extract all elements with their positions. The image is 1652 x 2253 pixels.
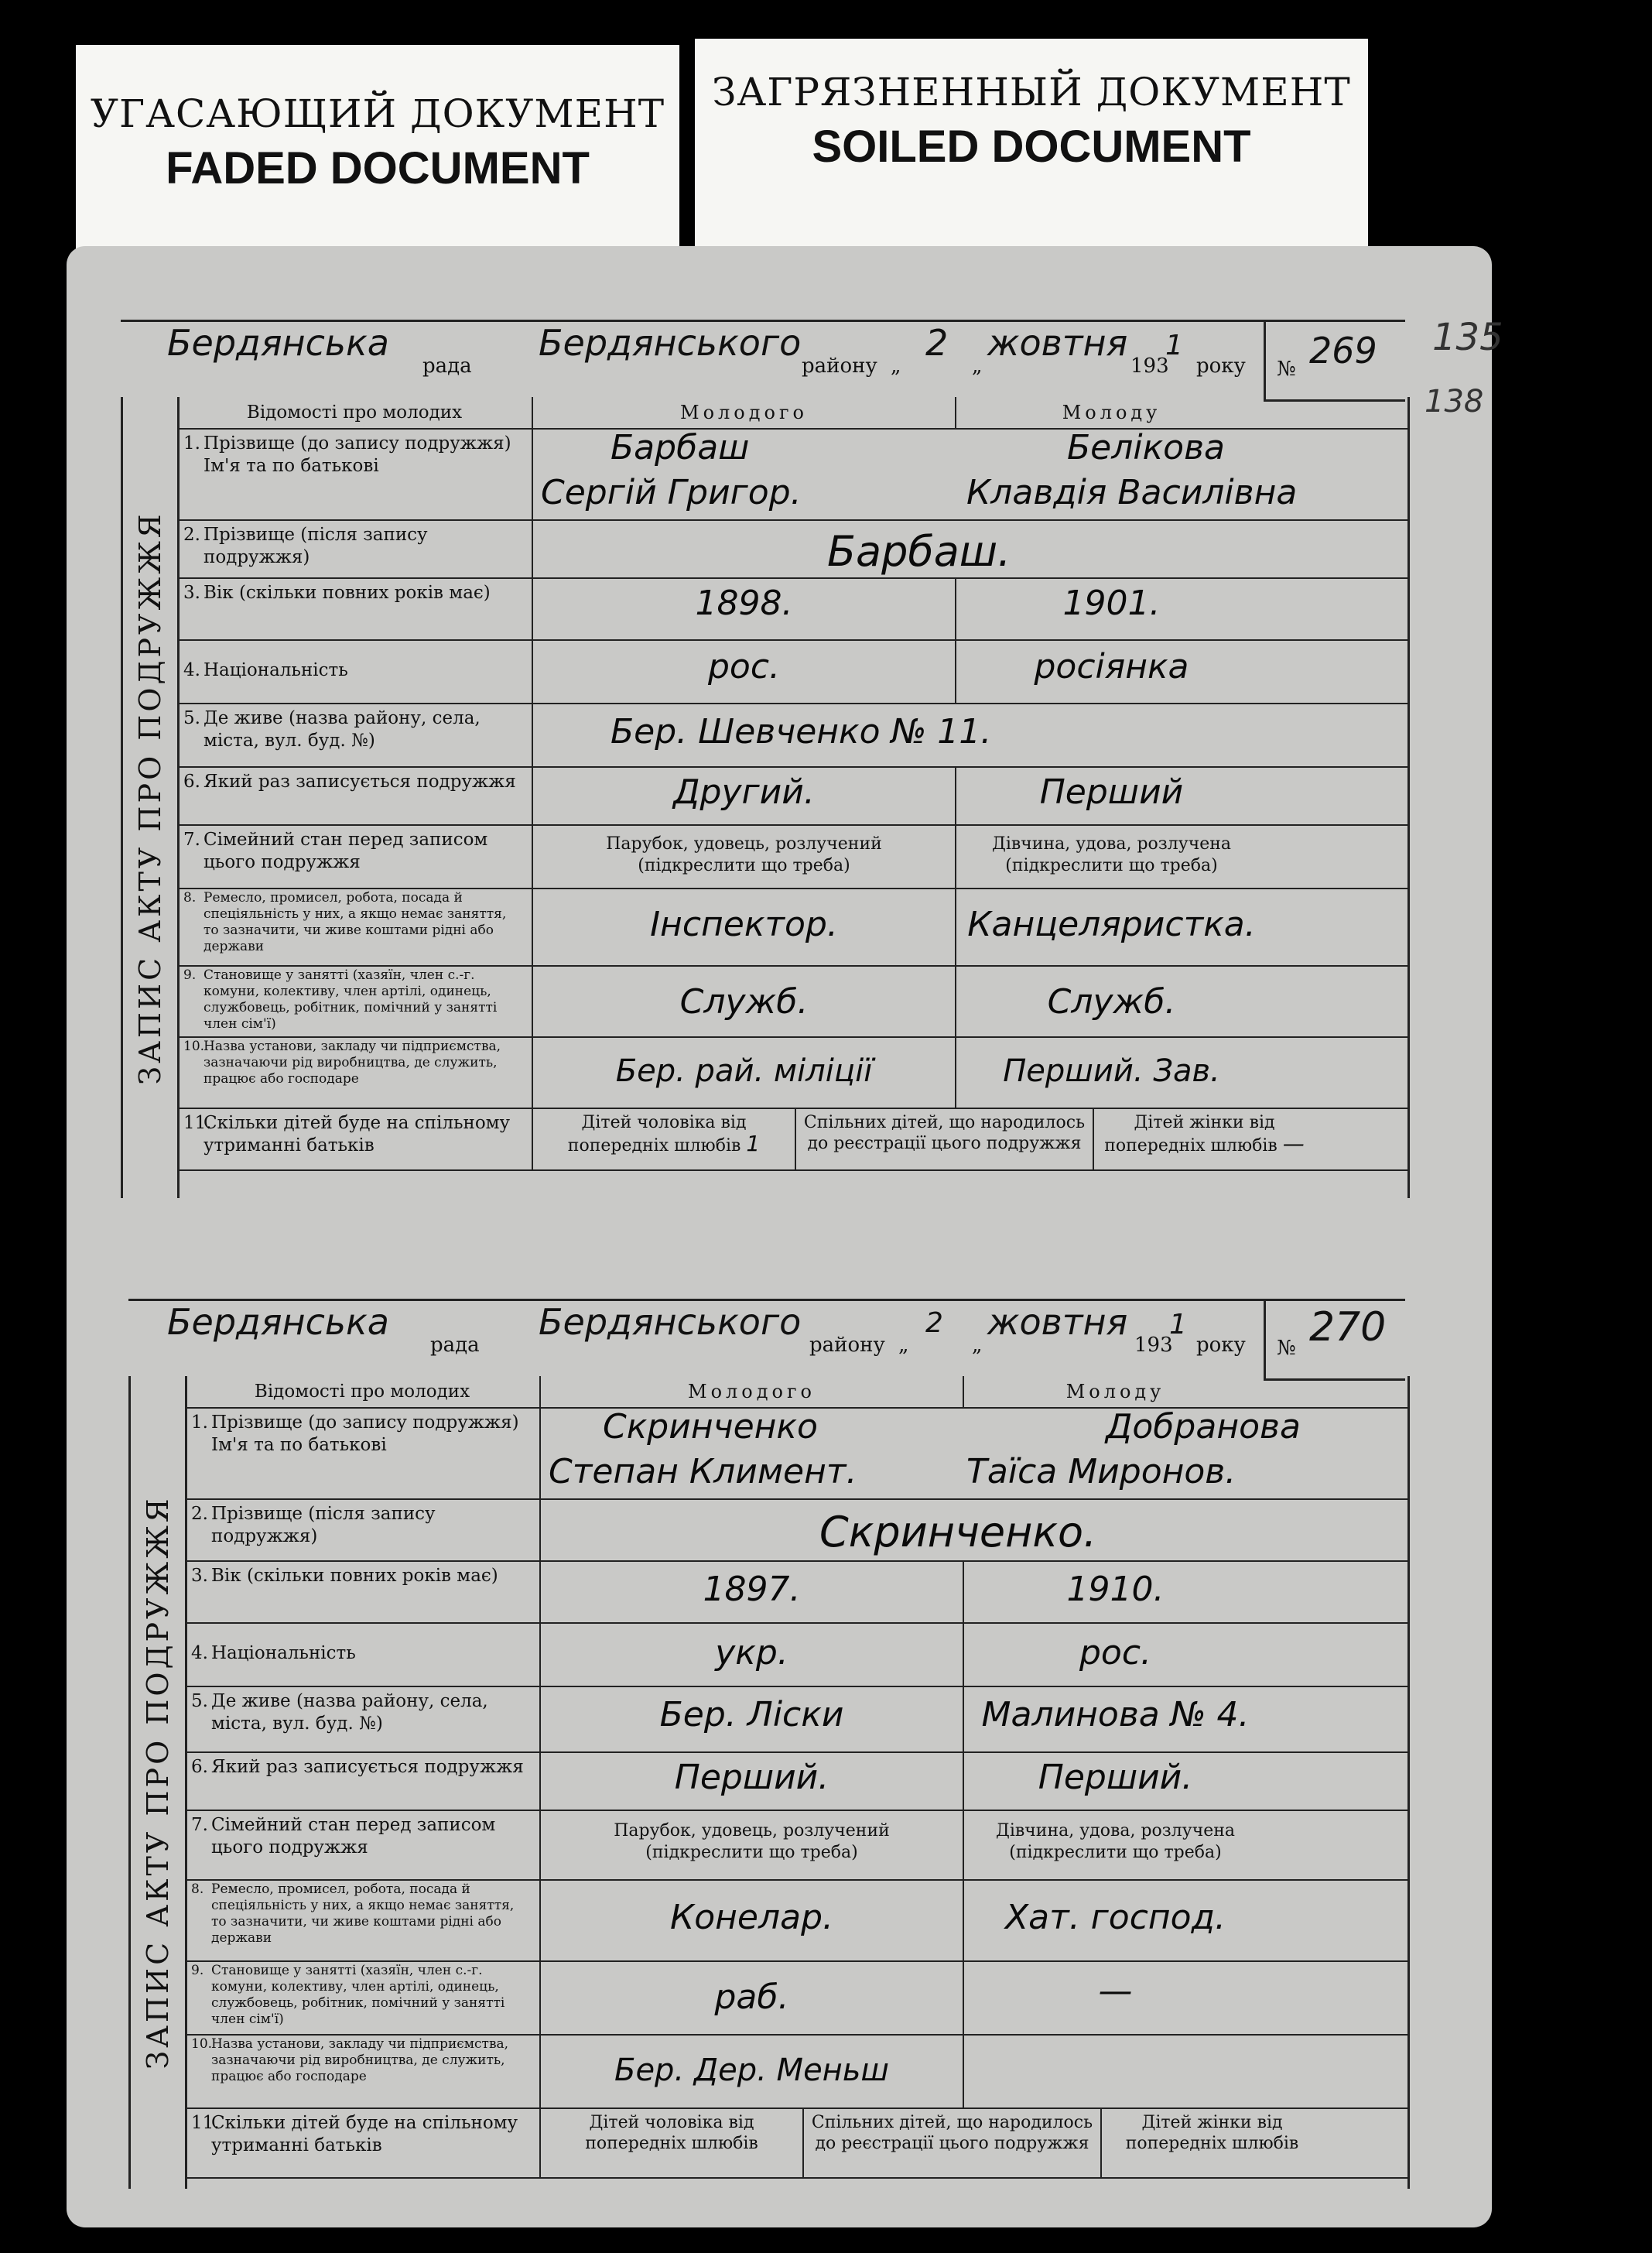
bride-surname: Белікова bbox=[1067, 428, 1225, 467]
roku-label: року bbox=[1196, 1334, 1246, 1357]
r5-label: Де живе (назва району, села, міста, вул. буд. №) bbox=[204, 708, 481, 751]
document-sheet bbox=[67, 246, 1503, 2227]
council-name: Бердянська bbox=[167, 322, 389, 364]
col-bride: Молоду bbox=[1062, 402, 1161, 423]
row-age: 3. Вік (скільки повних років має) 1898. 1901. bbox=[177, 577, 1407, 641]
sidebar-title bbox=[131, 1376, 187, 2189]
col-groom: Молодого bbox=[688, 1381, 816, 1402]
residence: Бер. Шевченко № 11. bbox=[611, 712, 992, 752]
row-residence: 5. Де живе (назва району, села, міста, вул. буд. №) Бер. Ліски Малинова № 4. bbox=[185, 1686, 1407, 1753]
groom-nationality: укр. bbox=[715, 1633, 788, 1673]
row-marital-status: 7. Сімейний стан перед записом цього подружжя Парубок, удовець, розлучений (підкреслити що треба) Дівчина, удова, розлучена (підкреслити що треба) bbox=[185, 1810, 1407, 1881]
month: жовтня bbox=[987, 322, 1128, 364]
day: 2 bbox=[925, 322, 949, 364]
marriage-record-269 bbox=[121, 316, 1503, 1198]
r4-label: Національність bbox=[204, 660, 348, 680]
col-bride: Молоду bbox=[1065, 1381, 1165, 1402]
number-sign: № bbox=[1277, 358, 1296, 381]
groom-surname: Барбаш bbox=[611, 428, 750, 467]
children-groom-label: Дітей чоловіка від попередніх шлюбів bbox=[567, 1113, 747, 1156]
r5-label: Де живе (назва району, села, міста, вул. буд. №) bbox=[211, 1691, 488, 1734]
bride-status: Служб. bbox=[1047, 982, 1176, 1022]
district-name: Бердянського bbox=[539, 322, 802, 364]
children-groom: 1 bbox=[746, 1131, 761, 1156]
record-table bbox=[128, 1376, 1410, 2189]
row-employment-status: 9. Становище у занятті (хазяїн, член с.-г. комуни, колективу, член артілі, одинець, службовець, робітник, помічний у занятті член сім'ї) Служб. Служб. bbox=[177, 965, 1407, 1038]
soiled-label-en: SOILED DOCUMENT bbox=[812, 122, 1251, 172]
row-children: 11. Скільки дітей буде на спільному утриманні батьків Дітей чоловіка від попередніх шлюбів 1 Спільних дітей, що народилось до реєстрації цього подружжя Дітей жінки від попередніх шлюбів — bbox=[177, 1108, 1407, 1171]
row-surname-after: 2. Прізвище (після запису подружжя) Барбаш. bbox=[177, 519, 1407, 579]
r7-label: Сімейний стан перед записом цього подружжя bbox=[204, 830, 488, 872]
row-occupation: 8. Ремесло, промисел, робота, посада й спеціяльність у них, а якщо немає заняття, то зазначити, чи живе коштами рідні або держави Конелар. Хат. господ. bbox=[185, 1879, 1407, 1962]
bride-times: Перший. bbox=[1038, 1758, 1193, 1797]
council-name: Бердянська bbox=[167, 1301, 389, 1343]
children-bride-label: Дітей жінки від попередніх шлюбів bbox=[1104, 1113, 1277, 1156]
faded-label-en: FADED DOCUMENT bbox=[166, 143, 590, 193]
roku-label: року bbox=[1196, 354, 1246, 378]
bride-surname: Добранова bbox=[1106, 1407, 1301, 1447]
groom-name: Степан Климент. bbox=[549, 1452, 857, 1491]
raionu-label: району bbox=[809, 1334, 885, 1357]
r2-label: Прізвище (після запису подружжя) bbox=[211, 1504, 436, 1546]
groom-marital-options: Парубок, удовець, розлучений bbox=[606, 834, 882, 854]
row-nationality: 4. Національність укр. рос. bbox=[185, 1622, 1407, 1687]
r3-label: Вік (скільки повних років має) bbox=[211, 1566, 498, 1586]
r1b-label: Ім'я та по батькові bbox=[204, 456, 379, 476]
soiled-label-ru: ЗАГРЯЗНЕННЫЙ ДОКУМЕНТ bbox=[712, 70, 1351, 115]
row-times: 6. Який раз записується подружжя Перший. Перший. bbox=[185, 1751, 1407, 1811]
record-number: 270 bbox=[1309, 1304, 1387, 1351]
bride-marital-options: Дівчина, удова, розлучена bbox=[991, 834, 1232, 854]
record-header: Бердянська рада Бердянського району „ 2 „ жовтня 193 1 року № 270 bbox=[128, 1299, 1405, 1378]
r4-label: Національність bbox=[211, 1643, 356, 1663]
col-info: Відомості про молодих bbox=[254, 1382, 470, 1402]
surname-after: Скринченко. bbox=[819, 1508, 1097, 1556]
groom-age: 1898. bbox=[695, 584, 793, 623]
bride-times: Перший bbox=[1039, 772, 1184, 812]
r9-label: Становище у занятті (хазяїн, член с.-г. комуни, колективу, член артілі, одинець, службовець, робітник, помічний у занятті член сім'ї) bbox=[211, 1963, 505, 2027]
marriage-record-270 bbox=[128, 1299, 1405, 2189]
groom-marital-note: (підкреслити що треба) bbox=[638, 856, 850, 875]
day: 2 bbox=[925, 1307, 943, 1339]
r11-label: Скільки дітей буде на спільному утриманні батьків bbox=[211, 2113, 518, 2155]
archive-number-2: 138 bbox=[1425, 384, 1484, 419]
r1a-label: Прізвище (до запису подружжя) bbox=[211, 1412, 519, 1433]
r6-label: Який раз записується подружжя bbox=[211, 1757, 524, 1777]
column-header-row bbox=[177, 397, 1407, 430]
row-workplace: 10. Назва установи, закладу чи підприємства, зазначаючи рід виробництва, де служить, працює або господаре Бер. Дер. Меньш bbox=[185, 2034, 1407, 2109]
groom-status: раб. bbox=[714, 1977, 789, 2017]
groom-marital-options: Парубок, удовець, розлучений bbox=[614, 1821, 890, 1840]
r9-label: Становище у занятті (хазяїн, член с.-г. комуни, колективу, член артілі, одинець, службовець, робітник, помічний у занятті член сім'ї) bbox=[204, 967, 498, 1032]
groom-status: Служб. bbox=[679, 982, 809, 1022]
faded-document-label bbox=[76, 45, 679, 269]
groom-residence: Бер. Ліски bbox=[659, 1695, 844, 1734]
r2-label: Прізвище (після запису подружжя) bbox=[204, 525, 428, 567]
bride-status: — bbox=[1098, 1971, 1133, 2011]
bride-marital-note: (підкреслити що треба) bbox=[1009, 1843, 1222, 1862]
r8-label: Ремесло, промисел, робота, посада й спеціяльність у них, а якщо немає заняття, то зазначити, чи живе коштами рідні або держави bbox=[204, 890, 507, 954]
bride-occupation: Канцеляристка. bbox=[967, 905, 1256, 944]
col-groom: Молодого bbox=[680, 402, 808, 423]
row-surname-after: 2. Прізвище (після запису подружжя) Скринченко. bbox=[185, 1498, 1407, 1562]
row-employment-status: 9. Становище у занятті (хазяїн, член с.-г. комуни, колективу, член артілі, одинець, службовець, робітник, помічний у занятті член сім'ї) раб. — bbox=[185, 1960, 1407, 2036]
record-header: Бердянська рада Бердянського району „ 2 „ жовтня 193 1 року № 269 135 138 bbox=[121, 320, 1405, 399]
groom-name: Сергій Григор. bbox=[541, 473, 802, 512]
r11-label: Скільки дітей буде на спільному утриманні батьків bbox=[204, 1113, 511, 1156]
r8-label: Ремесло, промисел, робота, посада й спеціяльність у них, а якщо немає заняття, то зазначити, чи живе коштами рідні або держави bbox=[211, 1881, 515, 1946]
row-surname-before: 1. Прізвище (до запису подружжя) Ім'я та по батькові Скринченко Степан Климент. Добранова Таїса Миронов. bbox=[185, 1407, 1407, 1500]
column-header-row bbox=[185, 1376, 1407, 1409]
bride-name: Таїса Миронов. bbox=[966, 1452, 1236, 1491]
record-number-box bbox=[1264, 1301, 1405, 1381]
district-name: Бердянського bbox=[539, 1301, 802, 1343]
number-sign: № bbox=[1277, 1337, 1296, 1360]
bride-marital-options: Дівчина, удова, розлучена bbox=[995, 1821, 1236, 1840]
sidebar-text: ЗАПИС АКТУ ПРО ПОДРУЖЖЯ bbox=[133, 510, 167, 1085]
r3-label: Вік (скільки повних років має) bbox=[204, 583, 491, 603]
row-workplace: 10. Назва установи, закладу чи підприємства, зазначаючи рід виробництва, де служить, працює або господаре Бер. рай. міліції Перший. Зав. bbox=[177, 1036, 1407, 1109]
sidebar-title bbox=[123, 397, 180, 1198]
year-digit: 1 bbox=[1169, 1309, 1187, 1341]
year-digit: 1 bbox=[1165, 330, 1183, 361]
row-times: 6. Який раз записується подружжя Другий. Перший bbox=[177, 766, 1407, 826]
archive-number: 135 bbox=[1432, 316, 1503, 359]
groom-marital-note: (підкреслити що треба) bbox=[645, 1843, 858, 1862]
year-prefix: 193 bbox=[1130, 354, 1169, 378]
r1a-label: Прізвище (до запису подружжя) bbox=[204, 433, 511, 454]
groom-nationality: рос. bbox=[707, 647, 781, 687]
children-groom-label: Дітей чоловіка від попередніх шлюбів bbox=[585, 2113, 758, 2153]
bride-age: 1910. bbox=[1066, 1570, 1165, 1609]
bride-name: Клавдія Василівна bbox=[966, 473, 1298, 512]
row-occupation: 8. Ремесло, промисел, робота, посада й спеціяльність у них, а якщо немає заняття, то зазначити, чи живе коштами рідні або держави Інспектор. Канцеляристка. bbox=[177, 888, 1407, 967]
rada-label: рада bbox=[430, 1334, 480, 1357]
bride-marital-note: (підкреслити що треба) bbox=[1005, 856, 1218, 875]
groom-surname: Скринченко bbox=[603, 1407, 818, 1447]
row-marital-status: 7. Сімейний стан перед записом цього подружжя Парубок, удовець, розлучений (підкреслити що треба) Дівчина, удова, розлучена (підкреслити що треба) bbox=[177, 824, 1407, 889]
col-info: Відомості про молодих bbox=[246, 402, 463, 423]
r7-label: Сімейний стан перед записом цього подружжя bbox=[211, 1815, 496, 1858]
surname-after: Барбаш. bbox=[827, 527, 1011, 576]
record-number-box bbox=[1264, 322, 1405, 402]
children-bride-label: Дітей жінки від попередніх шлюбів bbox=[1125, 2113, 1299, 2153]
sidebar-text: ЗАПИС АКТУ ПРО ПОДРУЖЖЯ bbox=[141, 1495, 175, 2070]
row-residence: 5. Де живе (назва району, села, міста, вул. буд. №) Бер. Шевченко № 11. bbox=[177, 703, 1407, 768]
row-surname-before: 1. Прізвище (до запису подружжя) Ім'я та по батькові Барбаш Сергій Григор. Белікова Клавдія Василівна bbox=[177, 428, 1407, 521]
groom-occupation: Інспектор. bbox=[650, 905, 838, 944]
record-number: 269 bbox=[1309, 330, 1377, 372]
groom-workplace: Бер. рай. міліції bbox=[615, 1053, 873, 1089]
month: жовтня bbox=[987, 1301, 1128, 1343]
r10-label: Назва установи, закладу чи підприємства, зазначаючи рід виробництва, де служить, працює або господаре bbox=[204, 1039, 501, 1087]
bride-nationality: рос. bbox=[1079, 1633, 1152, 1673]
bride-nationality: росіянка bbox=[1034, 647, 1189, 687]
row-children: 11. Скільки дітей буде на спільному утриманні батьків Дітей чоловіка від попередніх шлюбів Спільних дітей, що народилось до реєстрації цього подружжя Дітей жінки від попередніх шлюбів bbox=[185, 2107, 1407, 2179]
bride-workplace: Перший. Зав. bbox=[1003, 1053, 1220, 1089]
raionu-label: району bbox=[802, 354, 877, 378]
groom-times: Перший. bbox=[674, 1758, 829, 1797]
r1b-label: Ім'я та по батькові bbox=[211, 1435, 387, 1455]
bride-age: 1901. bbox=[1062, 584, 1161, 623]
year-prefix: 193 bbox=[1134, 1334, 1173, 1357]
row-age: 3. Вік (скільки повних років має) 1897. 1910. bbox=[185, 1560, 1407, 1624]
record-table bbox=[121, 397, 1410, 1198]
row-nationality: 4. Національність рос. росіянка bbox=[177, 639, 1407, 704]
bride-residence: Малинова № 4. bbox=[981, 1695, 1250, 1734]
r6-label: Який раз записується подружжя bbox=[204, 772, 516, 792]
groom-workplace: Бер. Дер. Меньш bbox=[614, 2053, 889, 2088]
rada-label: рада bbox=[422, 354, 472, 378]
children-common-label: Спільних дітей, що народилось до реєстрації цього подружжя bbox=[803, 1113, 1086, 1153]
r10-label: Назва установи, закладу чи підприємства, зазначаючи рід виробництва, де служить, працює або господаре bbox=[211, 2036, 509, 2084]
faded-label-ru: УГАСАЮЩИЙ ДОКУМЕНТ bbox=[90, 91, 665, 136]
groom-age: 1897. bbox=[703, 1570, 801, 1609]
groom-times: Другий. bbox=[673, 772, 815, 812]
groom-occupation: Конелар. bbox=[670, 1898, 833, 1937]
children-bride: — bbox=[1282, 1131, 1305, 1156]
soiled-document-label bbox=[695, 39, 1368, 263]
children-common-label: Спільних дітей, що народилось до реєстрації цього подружжя bbox=[811, 2113, 1093, 2153]
bride-occupation: Хат. господ. bbox=[1004, 1898, 1226, 1937]
